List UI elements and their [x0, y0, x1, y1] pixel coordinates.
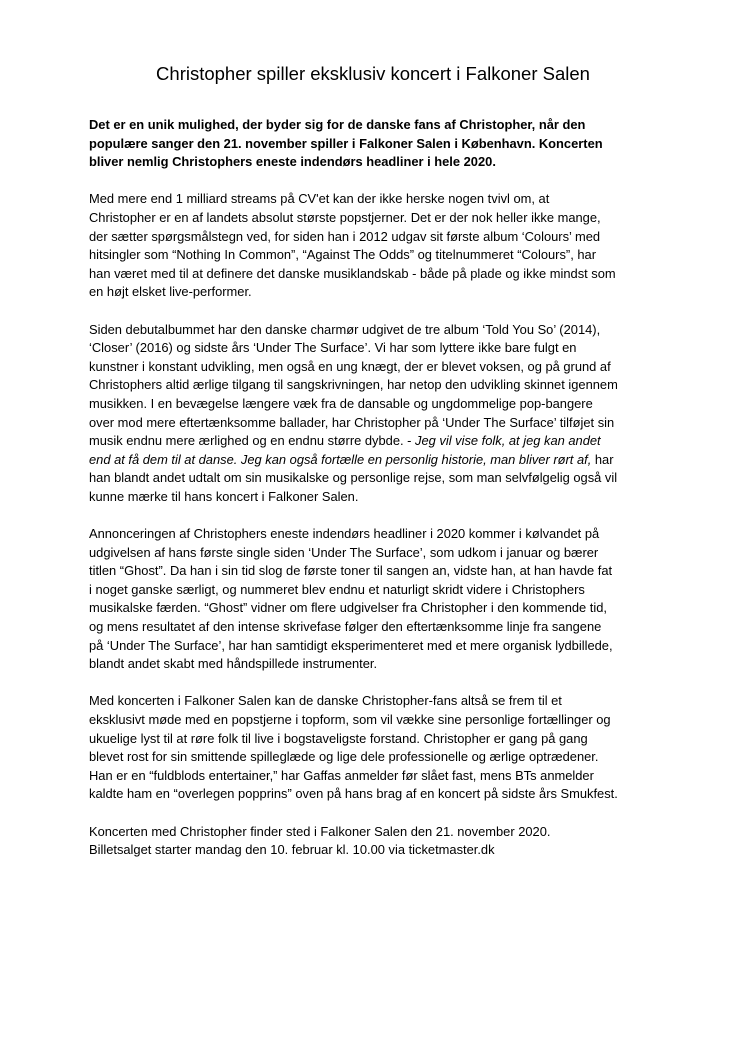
lead-paragraph: Det er en unik mulighed, der byder sig for de danske fans af Christopher, når den populære sanger den 21. november spiller i Falkoner Salen i København. Koncerten bliver nemlig Christophers eneste indendørs headliner i hele 2020. — [89, 117, 603, 170]
paragraph-4: Med koncerten i Falkoner Salen kan de danske Christopher-fans altså se frem til et eksklusivt møde med en popstjerne i topform, som vil vække sine personlige fortællinger og ukuelige lyst til at røre folk til live i bogstaveligste forstand. Christopher er gang på gang blevet rost for sin smittende spilleglæde og lige dele professionelle og ærlige optrædener. Han er en “fuldblods entertainer,” har Gaffas anmelder før slået fast, mens BTs anmelder kaldte ham en “overlegen popprins” oven på hans brag af en koncert på sidste års Smukfest. — [89, 693, 618, 802]
paragraph-5: Koncerten med Christopher finder sted i Falkoner Salen den 21. november 2020. Billetsalget starter mandag den 10. februar kl. 10.00 via ticketmaster.dk — [89, 823, 551, 858]
document-title: Christopher spiller eksklusiv koncert i Falkoner Salen — [156, 63, 590, 84]
paragraph-3: Annonceringen af Christophers eneste indendørs headliner i 2020 kommer i kølvandet på udgivelsen af hans første single siden ‘Under The Surface’, som udkom i januar og bærer titlen “Ghost”. Da han i sin tid slog de første toner til sangen an, vidste han, at han havde fat i noget ganske særligt, og nummeret blev endnu et naturligt skridt videre i Christophers musikalske færden. “Ghost” vidner om flere udgivelser fra Christopher i den kommende tid, og mens resultatet af den intense skrivefase følger den eftertænksomme linje fra sangene på ‘Under The Surface’, har han samtidigt eksperimenteret med et mere organisk lydbillede, blandt andet skabt med håndspillede instrumenter. — [89, 526, 613, 672]
paragraph-1: Med mere end 1 milliard streams på CV'et kan der ikke herske nogen tvivl om, at Christopher er en af landets absolut største popstjerner. Det er der nok heller ikke mange, der sætter spørgsmålstegn ved, for siden han i 2012 udgav sit første album ‘Colours’ med hitsingler som “Nothing In Common”, “Against The Odds” og titelnummeret “Colours”, har han været med til at definere det danske musiklandskab - både på plade og ikke mindst som en højt elsket live-performer. — [89, 191, 616, 300]
paragraph-2-outro: har han blandt andet udtalt om sin musikalske og personlige rejse, som man selvfølgelig også vil kunne mærke til hans koncert i Falkoner Salen. — [89, 451, 618, 504]
paragraph-2-quote: Jeg vil vise folk, at jeg kan andet end at få dem til at danse. Jeg kan også fortælle en personlig historie, man bliver rørt af, — [89, 433, 601, 467]
document-body — [89, 116, 669, 878]
paragraph-2 — [89, 321, 669, 507]
paragraph-2-intro: Siden debutalbummet har den danske charmør udgivet de tre album ‘Told You So’ (2014), ‘Closer’ (2016) og sidste års ‘Under The Surface’. Vi har som lyttere ikke bare fulgt en kunstner i konstant udvikling, men også en ung knægt, der er blevet voksen, og på grund af Christophers altid ærlige tilgang til sangskrivningen, har netop den udvikling skinnet igennem musikken. I en bevægelse længere væk fra de dansable og ungdommelige pop-bangere over mod mere eftertænksomme ballader, har Christopher på ‘Under The Surface’ tilføjet sin musik endnu mere ærlighed og en endnu større dybde. - — [89, 321, 618, 449]
